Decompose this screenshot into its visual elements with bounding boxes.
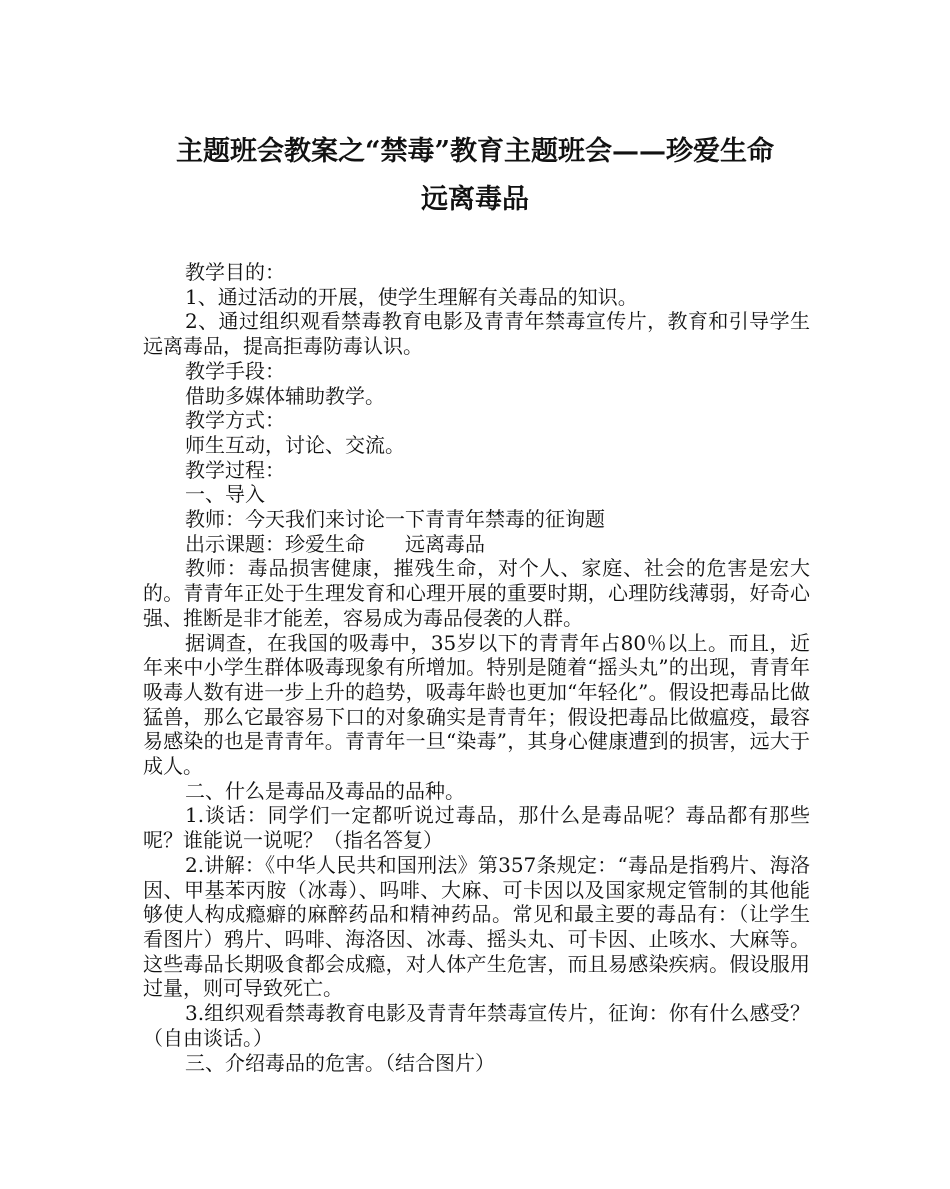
objective-1: 1、通过活动的开展，使学生理解有关毒品的知识。 (185, 284, 638, 309)
teacher-intro: 教师：今天我们来讨论一下青青年禁毒的征询题 (185, 507, 605, 532)
step-1-heading: 一、导入 (185, 482, 265, 507)
survey-paragraph: 据调查，在我国的吸毒中，35岁以下的青青年占80％以上。而且，近年来中小学生群体吸毒现象有所增加。特别是随着“摇头丸”的出现，青青年吸毒人数有进一步上升的趋势，吸毒年龄也更加“年轻化”。假设把毒品比做猛兽，那么它最容易下口的对象确实是青青年；假设把毒品比做瘟疫，最容易感染的也是青青年。青青年一旦“染毒”，其身心健康遭到的损害，远大于成人。 (143, 630, 810, 779)
document-body (143, 260, 810, 1075)
step-2-item-1: 1.谈话：同学们一定都听说过毒品，那什么是毒品呢？毒品都有那些呢？谁能说一说呢？（指名答复） (143, 803, 810, 853)
step-2-heading: 二、什么是毒品及毒品的品种。 (185, 778, 465, 803)
section-heading-method: 教学方式： (185, 408, 285, 433)
document-title-line-2: 远离毒品 (421, 184, 529, 215)
teacher-explanation: 教师：毒品损害健康，摧残生命，对个人、家庭、社会的危害是宏大的。青青年正处于生理发育和心理开展的重要时期，心理防线薄弱，好奇心强、推断是非才能差，容易成为毒品侵袭的人群。 (143, 556, 810, 630)
step-2-item-3: 3.组织观看禁毒教育电影及青青年禁毒宣传片，征询：你有什么感受？（自由谈话。） (143, 1001, 810, 1050)
section-heading-means: 教学手段： (185, 358, 285, 383)
teaching-method: 师生互动，讨论、交流。 (185, 432, 405, 457)
teaching-means: 借助多媒体辅助教学。 (185, 383, 385, 408)
lesson-topic: 出示课题：珍爱生命 远离毒品 (185, 531, 485, 556)
section-heading-objectives: 教学目的： (185, 260, 285, 284)
document-title-line-1: 主题班会教案之“禁毒”教育主题班会——珍爱生命 (175, 136, 775, 167)
objective-2: 2、通过组织观看禁毒教育电影及青青年禁毒宣传片，教育和引导学生远离毒品，提高拒毒防毒认识。 (143, 309, 810, 359)
step-3-heading: 三、介绍毒品的危害。（结合图片） (185, 1050, 495, 1075)
section-heading-process: 教学过程： (185, 457, 285, 482)
step-2-item-2: 2.讲解：《中华人民共和国刑法》第357条规定：“毒品是指鸦片、海洛因、甲基苯丙胺（冰毒）、吗啡、大麻、可卡因以及国家规定管制的其他能够使人构成瘾癖的麻醉药品和精神药品。常见和最主要的毒品有：（让学生看图片）鸦片、吗啡、海洛因、冰毒、摇头丸、可卡因、止咳水、大麻等。这些毒品长期吸食都会成瘾，对人体产生危害，而且易感染疾病。假设服用过量，则可导致死亡。 (143, 852, 810, 1001)
